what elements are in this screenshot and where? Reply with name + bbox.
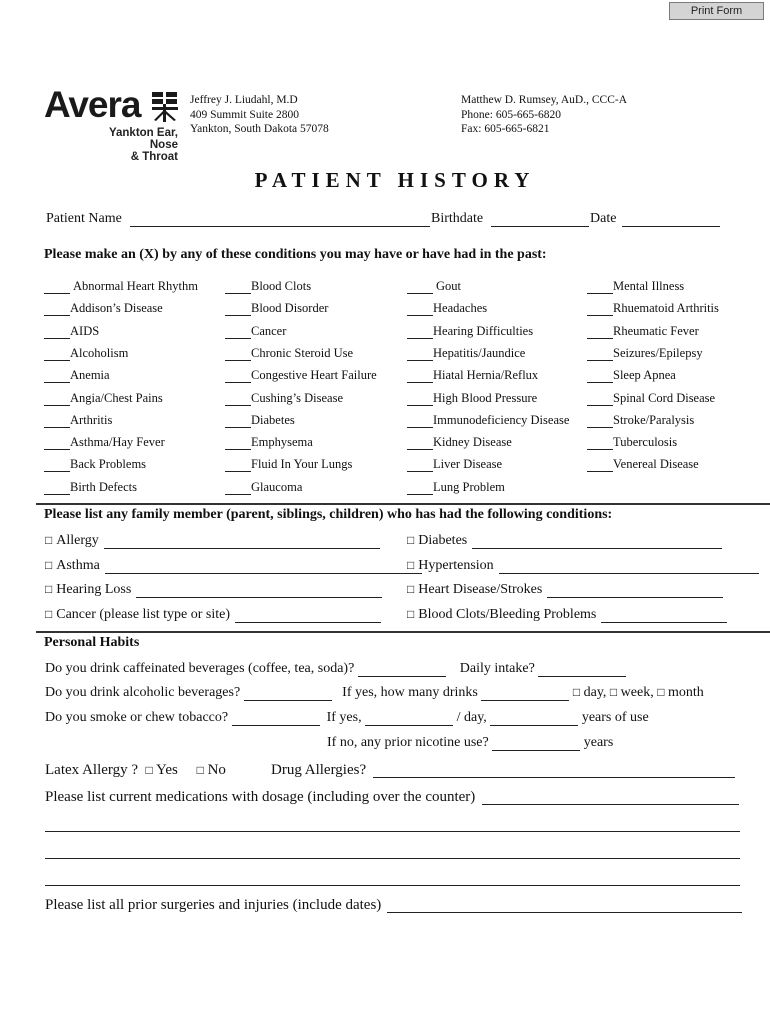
condition-label: Cancer <box>251 323 287 338</box>
condition-mark-field[interactable] <box>407 281 433 294</box>
condition-mark-field[interactable] <box>587 393 613 406</box>
per-day-label: / day, <box>456 710 487 725</box>
latex-allergy-label: Latex Allergy ? <box>45 762 139 778</box>
condition-label: Hearing Difficulties <box>433 323 534 338</box>
logo-subtitle <box>84 127 178 163</box>
condition-item <box>44 457 146 472</box>
doctor1-info <box>190 93 329 137</box>
condition-item <box>407 279 461 294</box>
doctor2-phone: Phone: 605-665-6820 <box>461 108 561 121</box>
condition-item <box>225 413 295 428</box>
condition-label: Angia/Chest Pains <box>70 390 163 405</box>
condition-item <box>225 457 352 472</box>
family-checkbox[interactable]: □ <box>407 606 415 621</box>
condition-mark-field[interactable] <box>587 303 613 316</box>
condition-item <box>44 324 99 339</box>
condition-mark-field[interactable] <box>587 370 613 383</box>
family-member-field[interactable] <box>136 585 382 598</box>
condition-label: Rhuematoid Arthritis <box>613 301 719 316</box>
condition-item <box>44 413 112 428</box>
birthdate-label: Birthdate <box>431 211 484 226</box>
patient-name-label: Patient Name <box>46 211 122 226</box>
drinks-field[interactable] <box>481 688 569 701</box>
condition-label: Stroke/Paralysis <box>613 412 695 427</box>
condition-label: Venereal Disease <box>613 457 699 472</box>
condition-item <box>407 368 538 383</box>
condition-item <box>44 480 137 495</box>
condition-item <box>225 301 328 316</box>
conditions-heading: Please make an (X) by any of these conditions you may have or have had in the past: <box>44 247 547 262</box>
condition-label: Headaches <box>433 301 488 316</box>
condition-label: Arthritis <box>70 412 113 427</box>
surgeries-field[interactable] <box>387 912 742 913</box>
condition-item <box>587 324 699 339</box>
condition-label: Glaucoma <box>251 479 303 494</box>
condition-item <box>407 457 502 472</box>
condition-item <box>407 391 537 406</box>
condition-mark-field[interactable] <box>225 326 251 339</box>
week-label: week, <box>620 685 654 700</box>
condition-label: AIDS <box>70 323 100 338</box>
logo-subtitle-line1: Yankton Ear, Nose <box>108 127 178 151</box>
condition-mark-field[interactable] <box>587 459 613 472</box>
doctor2-info <box>461 93 627 137</box>
condition-mark-field[interactable] <box>587 415 613 428</box>
tobacco-question-text: Do you smoke or chew tobacco? <box>45 710 229 725</box>
condition-item <box>587 301 719 316</box>
condition-label: Lung Problem <box>433 479 505 494</box>
family-checkbox[interactable]: □ <box>407 533 415 547</box>
condition-label: Addison’s Disease <box>70 301 163 316</box>
condition-label: Sleep Apnea <box>613 368 676 383</box>
tobacco-field[interactable] <box>232 713 320 726</box>
condition-label: Cushing’s Disease <box>251 390 344 405</box>
condition-mark-field[interactable] <box>225 415 251 428</box>
caffeine-question <box>45 661 626 677</box>
daily-intake-field[interactable] <box>538 664 626 677</box>
condition-item <box>225 324 286 339</box>
logo-subtitle-line2: & Throat <box>130 151 178 163</box>
family-condition-item <box>45 607 381 623</box>
family-checkbox[interactable]: □ <box>407 557 415 572</box>
latex-yes-checkbox[interactable]: □ <box>145 763 153 777</box>
family-condition-item <box>45 582 382 598</box>
drug-allergies-field[interactable] <box>373 777 735 778</box>
patient-name-field[interactable] <box>130 226 430 227</box>
condition-mark-field[interactable] <box>407 348 433 361</box>
condition-label: Asthma/Hay Fever <box>70 435 165 450</box>
habits-heading: Personal Habits <box>44 635 140 650</box>
condition-item <box>407 413 569 428</box>
condition-label: Emphysema <box>251 435 313 450</box>
nicotine-field[interactable] <box>492 738 580 751</box>
caffeine-field[interactable] <box>358 664 446 677</box>
condition-mark-field[interactable] <box>407 303 433 316</box>
condition-mark-field[interactable] <box>225 303 251 316</box>
tobacco-per-day-field[interactable] <box>365 713 453 726</box>
daily-intake-label: Daily intake? <box>459 661 535 676</box>
nicotine-question-text: If no, any prior nicotine use? <box>327 735 489 750</box>
condition-label: Hepatitis/Jaundice <box>433 345 526 360</box>
condition-item <box>407 480 505 495</box>
family-condition-item <box>407 582 723 598</box>
condition-mark-field[interactable] <box>225 437 251 450</box>
family-condition-label: Hypertension <box>418 557 494 573</box>
condition-label: Chronic Steroid Use <box>251 345 354 360</box>
alcohol-question <box>45 685 704 701</box>
condition-label: Anemia <box>70 368 110 383</box>
family-member-field[interactable] <box>601 610 727 623</box>
family-condition-label: Allergy <box>56 533 99 548</box>
medications-field[interactable] <box>482 804 739 805</box>
family-checkbox[interactable]: □ <box>45 557 53 572</box>
condition-mark-field[interactable] <box>225 482 251 495</box>
family-member-field[interactable] <box>499 561 759 574</box>
family-condition-label: Diabetes <box>418 533 468 548</box>
condition-label: Blood Disorder <box>251 301 329 316</box>
condition-label: Fluid In Your Lungs <box>251 457 353 472</box>
condition-mark-field[interactable] <box>225 281 251 294</box>
latex-no-checkbox[interactable]: □ <box>196 763 204 777</box>
family-member-field[interactable] <box>235 610 381 623</box>
condition-item <box>407 324 533 339</box>
condition-item <box>225 391 343 406</box>
condition-item <box>44 391 163 406</box>
condition-label: Abnormal Heart Rhythm <box>73 279 198 293</box>
condition-item <box>587 346 703 361</box>
condition-mark-field[interactable] <box>44 303 70 316</box>
condition-item <box>44 279 198 294</box>
condition-item <box>587 368 676 383</box>
condition-item <box>225 346 353 361</box>
condition-item <box>225 279 311 294</box>
family-condition-item <box>45 558 422 574</box>
condition-label: Mental Illness <box>613 279 685 293</box>
condition-item <box>44 435 165 450</box>
condition-label: Spinal Cord Disease <box>613 390 716 405</box>
date-label: Date <box>590 211 617 226</box>
family-condition-label: Heart Disease/Strokes <box>418 582 543 597</box>
family-member-field[interactable] <box>472 536 722 549</box>
family-condition-label: Blood Clots/Bleeding Problems <box>418 606 597 622</box>
condition-label: Diabetes <box>251 412 295 427</box>
condition-mark-field[interactable] <box>407 459 433 472</box>
month-label: month <box>667 685 704 700</box>
condition-item <box>587 279 684 294</box>
condition-mark-field[interactable] <box>225 348 251 361</box>
medications-line-3[interactable] <box>45 858 740 859</box>
condition-label: Immunodeficiency Disease <box>433 412 570 427</box>
medications-line-4[interactable] <box>45 885 740 886</box>
day-label: day, <box>583 685 607 700</box>
family-checkbox[interactable]: □ <box>45 582 53 596</box>
condition-mark-field[interactable] <box>587 437 613 450</box>
condition-label: Blood Clots <box>251 279 312 293</box>
condition-mark-field[interactable] <box>44 393 70 406</box>
doctor2-fax: Fax: 605-665-6821 <box>461 123 550 135</box>
condition-mark-field[interactable] <box>407 393 433 406</box>
condition-mark-field[interactable] <box>44 437 70 450</box>
family-checkbox[interactable]: □ <box>45 533 53 547</box>
alcohol-question-text: Do you drink alcoholic beverages? <box>45 685 241 700</box>
condition-item <box>407 346 525 361</box>
condition-mark-field[interactable] <box>225 370 251 383</box>
condition-label: Gout <box>436 279 461 293</box>
page-title: PATIENT HISTORY <box>254 168 536 192</box>
condition-mark-field[interactable] <box>587 281 613 294</box>
condition-mark-field[interactable] <box>44 459 70 472</box>
divider <box>36 631 770 633</box>
tobacco-years-field[interactable] <box>490 713 578 726</box>
condition-mark-field[interactable] <box>225 459 251 472</box>
family-member-field[interactable] <box>547 585 723 598</box>
condition-label: Hiatal Hernia/Reflux <box>433 368 539 383</box>
condition-mark-field[interactable] <box>44 348 70 361</box>
medications-line-2[interactable] <box>45 831 740 832</box>
condition-mark-field[interactable] <box>44 326 70 339</box>
condition-label: Kidney Disease <box>433 435 512 450</box>
condition-item <box>407 301 487 316</box>
condition-label: Tuberculosis <box>613 435 678 450</box>
condition-item <box>587 413 694 428</box>
family-condition-label: Hearing Loss <box>56 582 132 597</box>
condition-label: Alcoholism <box>70 345 129 360</box>
doctor1-name: Jeffrey J. Liudahl, M.D <box>190 94 298 106</box>
divider <box>36 503 770 505</box>
family-heading: Please list any family member (parent, siblings, children) who has had the following conditions: <box>44 507 613 522</box>
condition-mark-field[interactable] <box>587 348 613 361</box>
condition-item <box>44 368 110 383</box>
latex-yes-label: Yes <box>155 762 178 778</box>
condition-label: Back Problems <box>70 457 147 472</box>
years-of-use-label: years of use <box>581 710 649 725</box>
condition-item <box>225 480 302 495</box>
tobacco-question <box>45 710 649 726</box>
condition-item <box>407 435 512 450</box>
if-yes-label: If yes, <box>326 710 362 725</box>
condition-mark-field[interactable] <box>44 370 70 383</box>
condition-label: Birth Defects <box>70 479 137 494</box>
condition-mark-field[interactable] <box>407 437 433 450</box>
caffeine-question-text: Do you drink caffeinated beverages (coffee, tea, soda)? <box>45 661 355 676</box>
condition-mark-field[interactable] <box>407 415 433 428</box>
family-member-field[interactable] <box>105 561 422 574</box>
condition-mark-field[interactable] <box>407 482 433 495</box>
week-checkbox[interactable]: □ <box>609 685 618 699</box>
family-condition-item <box>407 533 722 549</box>
doctor1-address2: Yankton, South Dakota 57078 <box>190 123 329 135</box>
condition-item <box>587 435 677 450</box>
drug-allergies-label: Drug Allergies? <box>271 762 367 778</box>
nicotine-years-label: years <box>583 735 614 750</box>
surgeries-label: Please list all prior surgeries and injuries (include dates) <box>45 897 382 913</box>
avera-logo: Avera <box>44 84 141 125</box>
condition-item <box>587 457 699 472</box>
alcohol-field[interactable] <box>244 688 332 701</box>
doctor1-address1: 409 Summit Suite 2800 <box>190 108 299 121</box>
latex-no-label: No <box>207 762 226 778</box>
family-condition-item <box>407 558 759 574</box>
condition-label: High Blood Pressure <box>433 390 538 405</box>
condition-label: Rheumatic Fever <box>613 323 699 338</box>
medications-label: Please list current medications with dosage (including over the counter) <box>45 789 476 805</box>
drinks-label: If yes, how many drinks <box>342 685 478 700</box>
condition-mark-field[interactable] <box>587 326 613 339</box>
condition-label: Liver Disease <box>433 457 503 472</box>
month-checkbox[interactable]: □ <box>657 685 665 699</box>
date-field[interactable] <box>622 226 720 227</box>
latex-allergy-row <box>45 762 226 779</box>
doctor2-name: Matthew D. Rumsey, AuD., CCC-A <box>461 94 628 106</box>
family-condition-label: Asthma <box>56 557 100 573</box>
family-checkbox[interactable]: □ <box>45 606 53 621</box>
condition-label: Congestive Heart Failure <box>251 368 377 383</box>
condition-mark-field[interactable] <box>225 393 251 406</box>
condition-mark-field[interactable] <box>44 281 70 294</box>
day-checkbox[interactable]: □ <box>572 685 581 699</box>
condition-item <box>44 346 128 361</box>
condition-mark-field[interactable] <box>44 482 70 495</box>
condition-label: Seizures/Epilepsy <box>613 345 703 360</box>
family-checkbox[interactable]: □ <box>407 582 415 596</box>
condition-item <box>225 435 313 450</box>
birthdate-field[interactable] <box>491 226 589 227</box>
condition-mark-field[interactable] <box>44 415 70 428</box>
nicotine-question <box>327 735 613 751</box>
condition-item <box>587 391 715 406</box>
avera-cross-logo-icon <box>152 92 178 122</box>
family-condition-label: Cancer (please list type or site) <box>56 606 231 622</box>
condition-mark-field[interactable] <box>407 326 433 339</box>
family-member-field[interactable] <box>104 536 380 549</box>
print-form-button[interactable]: Print Form <box>669 2 764 20</box>
condition-item <box>44 301 163 316</box>
condition-mark-field[interactable] <box>407 370 433 383</box>
family-condition-item <box>45 533 380 549</box>
family-condition-item <box>407 607 727 623</box>
condition-item <box>225 368 377 383</box>
